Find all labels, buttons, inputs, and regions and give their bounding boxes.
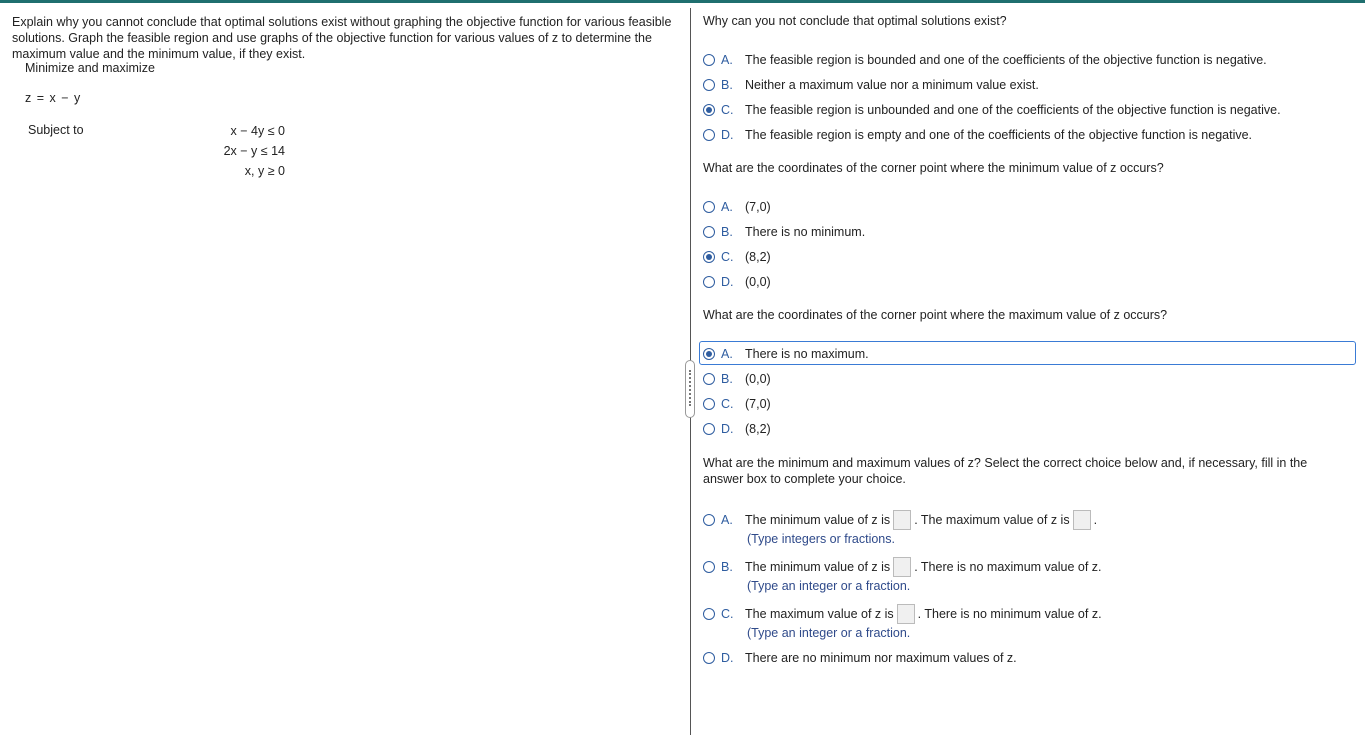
q2-option-c[interactable]: C. (8,2) bbox=[703, 247, 771, 267]
radio-icon[interactable] bbox=[703, 561, 715, 573]
question-panel bbox=[12, 14, 672, 62]
task-label: Minimize and maximize bbox=[25, 61, 155, 75]
radio-icon[interactable] bbox=[703, 423, 715, 435]
hint-text: (Type an integer or a fraction. bbox=[747, 626, 911, 640]
q3-option-c[interactable]: C. (7,0) bbox=[703, 394, 771, 414]
radio-icon[interactable] bbox=[703, 398, 715, 410]
question-intro: Explain why you cannot conclude that optimal solutions exist without graphing the objective function for various feasible solutions. Graph the feasible region and use graphs of the objective function for various values of z to determine the maximum value and the minimum value, if they exist. bbox=[12, 15, 672, 61]
grip-icon bbox=[689, 370, 692, 406]
max-answer-box[interactable] bbox=[897, 604, 915, 624]
question-2-text: What are the coordinates of the corner point where the minimum value of z occurs? bbox=[703, 161, 1164, 175]
radio-icon[interactable] bbox=[703, 201, 715, 213]
question-3-text: What are the coordinates of the corner point where the maximum value of z occurs? bbox=[703, 308, 1168, 322]
radio-icon[interactable] bbox=[703, 129, 715, 141]
subject-to-label: Subject to bbox=[28, 123, 84, 137]
question-4-text: What are the minimum and maximum values of z? Select the correct choice below and, if necessary, fill in the answer box to complete your choice. bbox=[703, 456, 1308, 486]
constraints bbox=[205, 123, 285, 183]
hint-text: (Type integers or fractions. bbox=[747, 532, 895, 546]
constraint-3: x, y ≥ 0 bbox=[244, 164, 285, 178]
q3-option-b[interactable]: B. (0,0) bbox=[703, 369, 771, 389]
hint-text: (Type an integer or a fraction. bbox=[747, 579, 911, 593]
q3-option-a[interactable]: A. There is no maximum. bbox=[703, 344, 869, 364]
min-answer-box[interactable] bbox=[893, 557, 911, 577]
q3-option-d[interactable]: D. (8,2) bbox=[703, 419, 771, 439]
q1-option-a[interactable]: A. The feasible region is bounded and one of the coefficients of the objective function is negative. bbox=[703, 50, 1267, 70]
q2-option-a[interactable]: A. (7,0) bbox=[703, 197, 771, 217]
q4-option-b[interactable]: B. The minimum value of z is . There is no maximum value of z. (Type an integer or a fraction. bbox=[703, 557, 1102, 595]
radio-icon[interactable] bbox=[703, 276, 715, 288]
radio-icon[interactable] bbox=[703, 373, 715, 385]
q1-option-c[interactable]: C. The feasible region is unbounded and one of the coefficients of the objective function is negative. bbox=[703, 100, 1281, 120]
top-bar bbox=[0, 0, 1365, 3]
radio-icon[interactable] bbox=[703, 54, 715, 66]
radio-selected-icon[interactable] bbox=[703, 104, 715, 116]
radio-icon[interactable] bbox=[703, 608, 715, 620]
q1-option-b[interactable]: B. Neither a maximum value nor a minimum value exist. bbox=[703, 75, 1039, 95]
q2-option-b[interactable]: B. There is no minimum. bbox=[703, 222, 865, 242]
radio-selected-icon[interactable] bbox=[703, 251, 715, 263]
q1-option-d[interactable]: D. The feasible region is empty and one of the coefficients of the objective function is negative. bbox=[703, 125, 1252, 145]
radio-icon[interactable] bbox=[703, 514, 715, 526]
q2-option-d[interactable]: D. (0,0) bbox=[703, 272, 771, 292]
question-1-text: Why can you not conclude that optimal solutions exist? bbox=[703, 14, 1007, 28]
radio-icon[interactable] bbox=[703, 652, 715, 664]
q4-option-d[interactable]: D. There are no minimum nor maximum values of z. bbox=[703, 648, 1017, 668]
q4-option-a[interactable]: A. The minimum value of z is . The maximum value of z is . (Type integers or fractions. bbox=[703, 510, 1097, 548]
constraint-1: x − 4y ≤ 0 bbox=[230, 124, 285, 138]
objective-function: z = x − y bbox=[25, 91, 82, 105]
constraint-2: 2x − y ≤ 14 bbox=[223, 144, 285, 158]
min-answer-box[interactable] bbox=[893, 510, 911, 530]
radio-icon[interactable] bbox=[703, 226, 715, 238]
max-answer-box[interactable] bbox=[1073, 510, 1091, 530]
radio-icon[interactable] bbox=[703, 79, 715, 91]
q4-option-c[interactable]: C. The maximum value of z is . There is no minimum value of z. (Type an integer or a fraction. bbox=[703, 604, 1102, 642]
resize-handle[interactable] bbox=[685, 360, 695, 418]
radio-selected-icon[interactable] bbox=[703, 348, 715, 360]
